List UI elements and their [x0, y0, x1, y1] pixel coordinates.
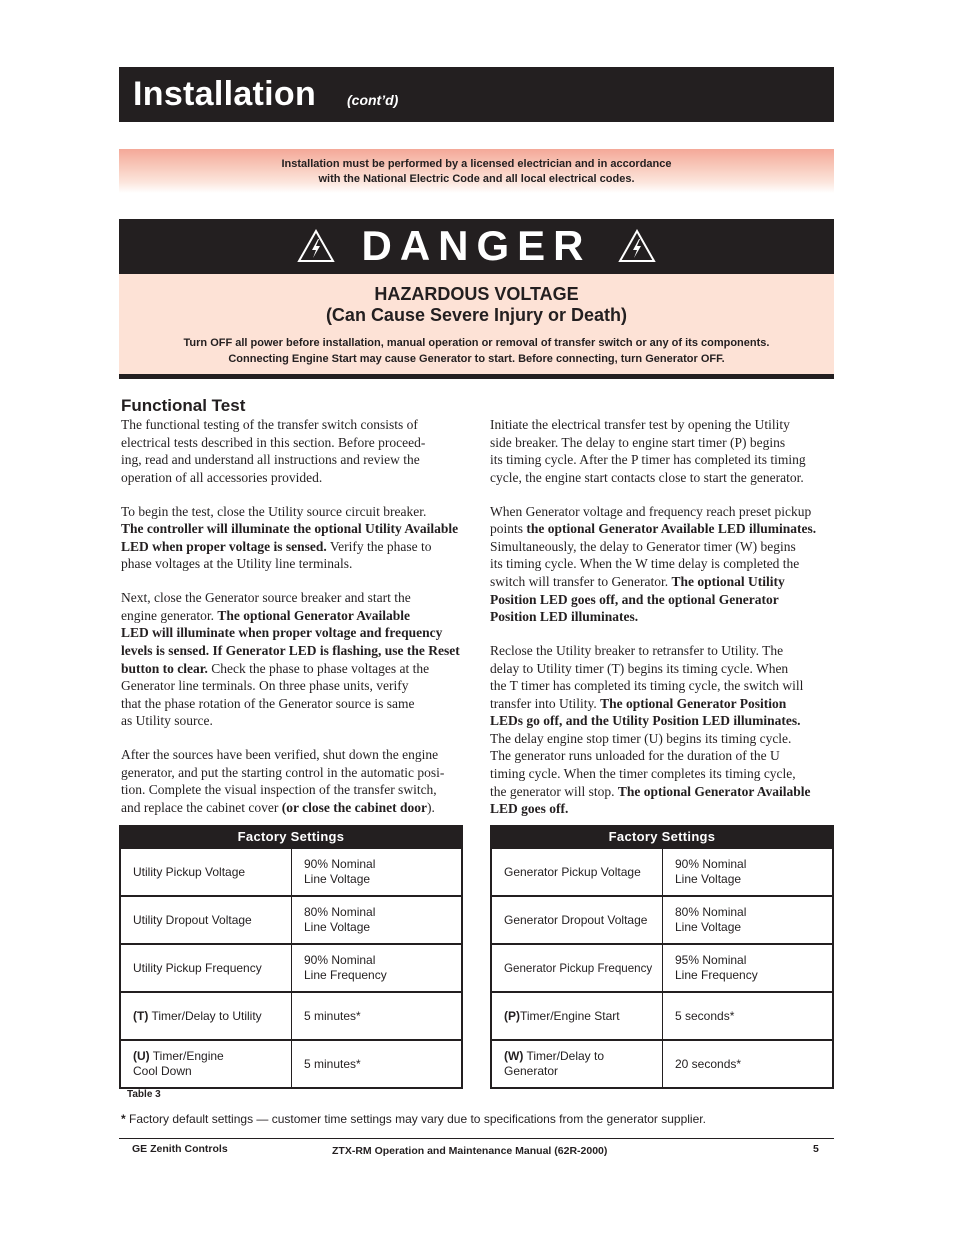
paragraph-line: When Generator voltage and frequency reach preset pickup: [490, 503, 812, 519]
footer-divider: [119, 1138, 834, 1139]
paragraph-line: To begin the test, close the Utility source circuit breaker.: [121, 503, 427, 519]
paragraph-line: tion. Complete the visual inspection of the transfer switch,: [121, 782, 437, 798]
body-column-left: [121, 416, 466, 816]
table-row: [121, 895, 461, 943]
table-header: Factory Settings: [119, 825, 463, 849]
bold-text: The optional Generator Position: [600, 695, 787, 711]
setting-value: 80% Nominal: [304, 905, 376, 919]
paragraph-line: Reclose the Utility breaker to retransfer to Utility. The: [490, 642, 784, 658]
paragraph-line: delay to Utility timer (T) begins its timing cycle. When: [490, 660, 789, 676]
table-row: [492, 991, 832, 1039]
table-row: [121, 1039, 461, 1087]
setting-value: 5 minutes*: [304, 1056, 361, 1071]
paragraph-line: The functional testing of the transfer switch consists of: [121, 417, 418, 432]
footnote: [121, 1112, 706, 1126]
setting-value-unit: Line Frequency: [675, 968, 758, 982]
paragraph-line: phase voltages at the Utility line terminals.: [121, 556, 353, 572]
paragraph-line: timing cycle. When the timer completes its timing cycle,: [490, 766, 796, 782]
danger-header: [119, 219, 834, 274]
paragraph-line: The generator runs unloaded for the duration of the U: [490, 748, 780, 764]
setting-label: Timer/Delay to: [523, 1049, 605, 1063]
paragraph-line: levels is sensed. If Generator LED is flashing, use the Reset: [121, 642, 460, 658]
timer-code: (W): [504, 1049, 524, 1063]
table-row: [492, 895, 832, 943]
paragraph-line: The controller will illuminate the optional Utility Available: [121, 521, 459, 537]
paragraph-line: The delay engine stop timer (U) begins its timing cycle.: [490, 730, 792, 746]
paragraph-line: that the phase rotation of the Generator source is same: [121, 695, 415, 711]
page-subtitle: (cont’d): [347, 92, 399, 108]
bold-text: (or close the cabinet door: [281, 799, 428, 815]
paragraph-line: Simultaneously, the delay to Generator timer (W) begins: [490, 538, 796, 554]
setting-value-unit: Line Voltage: [304, 872, 371, 886]
paragraph-line: LED goes off.: [490, 801, 569, 817]
table-row: [121, 849, 461, 895]
page-title: Installation: [133, 75, 317, 113]
text: points: [490, 521, 527, 537]
table-header: Factory Settings: [490, 825, 834, 849]
setting-value-unit: Line Frequency: [304, 968, 387, 982]
danger-line-2: Connecting Engine Start may cause Generator to start. Before connecting, turn Generator OFF.: [228, 352, 725, 365]
table-row: [492, 943, 832, 991]
paragraph-line: Generator line terminals. On three phase units, verify: [121, 678, 409, 694]
table-row: [492, 1039, 832, 1087]
table-caption: Table 3: [127, 1089, 161, 1100]
paragraph-line: cycle, the engine start contacts close to start the generator.: [490, 469, 804, 485]
header-bar: [119, 67, 834, 122]
danger-line-1: Turn OFF all power before installation, manual operation or removal of transfer switch or any of its components.: [183, 337, 770, 349]
paragraph-line: as Utility source.: [121, 713, 213, 729]
bold-text: The optional Utility: [671, 573, 785, 589]
notice-line-2: with the National Electric Code and all local electrical codes.: [318, 173, 635, 185]
setting-label-line-2: Cool Down: [133, 1064, 192, 1078]
paragraph-line: Position LED illuminates.: [490, 609, 639, 625]
setting-value: 5 seconds*: [675, 1008, 735, 1023]
timer-code: (T): [133, 1008, 149, 1023]
body-column-right: [490, 416, 835, 818]
danger-text: [119, 336, 834, 367]
paragraph-line: electrical tests described in this section. Before proceed-: [121, 434, 426, 450]
notice-line-1: Installation must be performed by a licensed electrician and in accordance: [281, 158, 672, 170]
bold-text: the optional Generator Available LED illuminates.: [526, 521, 817, 537]
page-number: 5: [813, 1143, 819, 1155]
setting-value-unit: Line Voltage: [675, 920, 742, 934]
text: transfer into Utility.: [490, 695, 601, 711]
text: switch will transfer to Generator.: [490, 573, 672, 589]
text: Verify the phase to: [326, 538, 432, 554]
setting-label: Generator Pickup Frequency: [504, 961, 653, 975]
setting-value: 80% Nominal: [675, 905, 747, 919]
paragraph-line: generator, and put the starting control in the automatic posi-: [121, 764, 445, 780]
timer-code: (U): [133, 1049, 150, 1063]
table-row: [121, 991, 461, 1039]
setting-label: Generator Pickup Voltage: [504, 864, 641, 879]
setting-label: Utility Dropout Voltage: [133, 912, 252, 927]
bold-text: button to clear.: [121, 660, 208, 676]
setting-value-unit: Line Voltage: [304, 920, 371, 934]
footnote-star: *: [121, 1112, 126, 1126]
bold-text: LED when proper voltage is sensed.: [121, 538, 327, 554]
factory-settings-table-utility: [119, 825, 463, 1089]
setting-label-line-2: Generator: [504, 1064, 559, 1078]
paragraph-line: side breaker. The delay to engine start timer (P) begins: [490, 434, 786, 450]
setting-value: 90% Nominal: [675, 857, 747, 871]
footnote-text: Factory default settings — customer time settings may vary due to specifications from the generator supplier.: [125, 1112, 706, 1126]
setting-label: Generator Dropout Voltage: [504, 912, 648, 927]
text: engine generator.: [121, 607, 218, 623]
danger-body: [119, 274, 834, 379]
text: Check the phase to phase voltages at the: [207, 660, 430, 676]
paragraph-line: LED will illuminate when proper voltage and frequency: [121, 625, 443, 641]
setting-value: 90% Nominal: [304, 857, 376, 871]
setting-label: Timer/Engine Start: [520, 1008, 620, 1023]
table-row: [492, 849, 832, 895]
setting-label: Utility Pickup Frequency: [133, 960, 262, 975]
paragraph-line: the T timer has completed its timing cycle, the switch will: [490, 678, 804, 694]
setting-label: Timer/Delay to Utility: [148, 1008, 262, 1023]
paragraph-line: its timing cycle. When the W time delay is completed the: [490, 556, 800, 572]
paragraph-line: LEDs go off, and the Utility Position LED illuminates.: [490, 713, 801, 729]
setting-value: 20 seconds*: [675, 1056, 742, 1071]
text: and replace the cabinet cover: [121, 799, 282, 815]
footer-company: GE Zenith Controls: [132, 1143, 228, 1155]
hazard-heading: HAZARDOUS VOLTAGE: [374, 284, 579, 304]
bold-text: The optional Generator Available: [217, 607, 410, 623]
paragraph-line: ing, read and understand all instructions and review the: [121, 452, 420, 468]
danger-word: DANGER: [361, 222, 592, 269]
installation-notice: [119, 149, 834, 193]
setting-value: 90% Nominal: [304, 953, 376, 967]
setting-value: 5 minutes*: [304, 1008, 361, 1023]
bold-text: The optional Generator Available: [617, 783, 811, 799]
electrical-hazard-triangle-icon: [618, 229, 656, 263]
text: the generator will stop.: [490, 783, 618, 799]
paragraph-line: Initiate the electrical transfer test by opening the Utility: [490, 417, 790, 432]
setting-label: Timer/Engine: [149, 1049, 224, 1063]
setting-label: Utility Pickup Voltage: [133, 864, 246, 879]
setting-value-unit: Line Voltage: [675, 872, 742, 886]
paragraph-line: operation of all accessories provided.: [121, 469, 323, 485]
paragraph-line: its timing cycle. After the P timer has completed its timing: [490, 452, 806, 468]
hazard-subheading: (Can Cause Severe Injury or Death): [325, 305, 628, 325]
section-title: Functional Test: [121, 396, 246, 415]
footer-manual-title: ZTX-RM Operation and Maintenance Manual (62R-2000): [332, 1145, 608, 1157]
factory-settings-table-generator: [490, 825, 834, 1089]
table-row: [121, 943, 461, 991]
setting-value: 95% Nominal: [675, 953, 747, 967]
paragraph-line: Next, close the Generator source breaker and start the: [121, 590, 411, 606]
timer-code: (P): [504, 1008, 520, 1023]
paragraph-line: Position LED goes off, and the optional Generator: [490, 591, 779, 607]
text: ).: [427, 799, 435, 815]
paragraph-line: After the sources have been verified, shut down the engine: [121, 747, 439, 763]
